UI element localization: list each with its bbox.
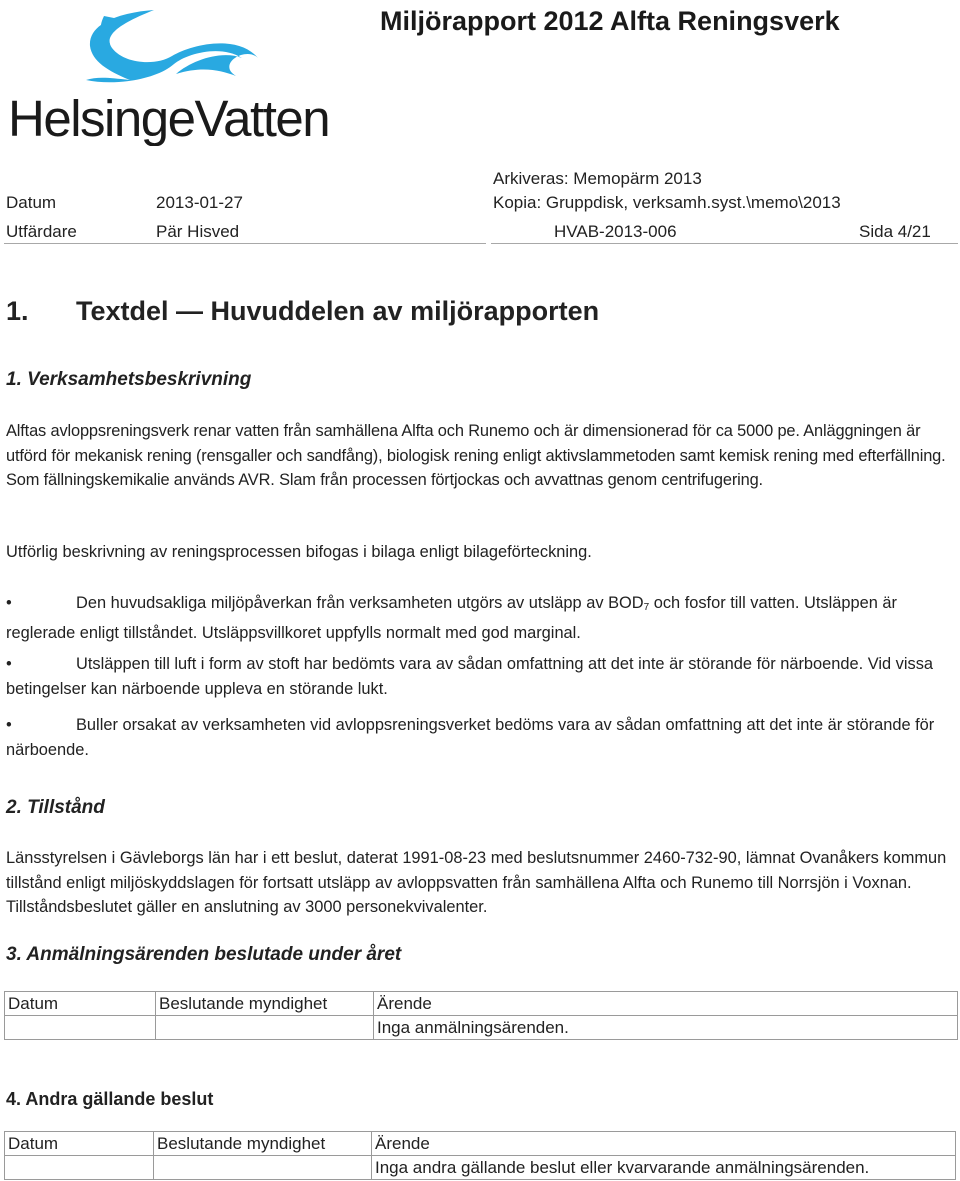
section-2-paragraph: Länsstyrelsen i Gävleborgs län har i ett beslut, daterat 1991-08-23 med beslutsnummer 2460-732-90, lämnat Ovanåkers kommun tillstånd enligt miljöskyddslagen för fortsatt utsläpp av avloppsvatten från samhällena Alfta och Runemo till Norrsjön i Voxnan. Tillståndsbeslutet gäller en anslutning av 3000 personekvivalenter. [6, 849, 947, 916]
page-number: Sida 4/21 [859, 222, 931, 241]
section-4-heading: 4. Andra gällande beslut [6, 1089, 214, 1109]
bullet-item-3 [6, 713, 958, 762]
bullet-icon: • [6, 716, 12, 734]
header-divider-right [491, 243, 958, 244]
bullet-3-text: Buller orsakat av verksamheten vid avloppsreningsverket bedöms vara av sådan omfattning att det inte är störande för närboende. [6, 716, 935, 759]
table-cell [5, 1156, 154, 1180]
table-row [5, 1016, 958, 1040]
main-section-number: 1. [6, 296, 29, 326]
copy-label: Kopia: Gruppdisk, verksamh.syst.\memo\2013 [493, 193, 841, 212]
date-label: Datum [6, 193, 57, 212]
document-title: Miljörapport 2012 Alfta Reningsverk [380, 6, 840, 36]
table-cell: Inga anmälningsärenden. [374, 1016, 958, 1040]
archive-label: Arkiveras: Memopärm 2013 [493, 169, 702, 188]
table-header-cell: Ärende [372, 1132, 956, 1156]
bullet-item-1 [6, 591, 958, 645]
issuer-value: Pär Hisved [156, 222, 240, 241]
bullet-item-2 [6, 652, 958, 701]
logo-wordmark: HelsingeVatten [8, 90, 330, 146]
section-1-paragraph-1: Alftas avloppsreningsverk renar vatten från samhällena Alfta och Runemo och är dimensionerad för ca 5000 pe. Anläggningen är utförd för mekanisk rening (rensgaller och sandfång), biologisk rening enligt aktivslammetoden samt kemisk rening med efterfällning. Som fällningskemikalie används AVR. Slam från processen förtjockas och avvattnas genom centrifugering. [6, 422, 946, 489]
table-header-cell: Datum [5, 992, 156, 1016]
bullet-1-text-pre: Den huvudsakliga miljöpåverkan från verksamheten utgörs av utsläpp av BOD [76, 594, 644, 612]
table-cell [156, 1016, 374, 1040]
document-reference: HVAB-2013-006 [554, 222, 677, 241]
section-2-heading: 2. Tillstånd [6, 797, 105, 818]
table-cell [5, 1016, 156, 1040]
bullet-1-subscript: 7 [643, 602, 650, 613]
other-decisions-table [4, 1131, 956, 1180]
water-drop-bird-icon [86, 10, 258, 82]
table-cell [154, 1156, 372, 1180]
main-section-title: Textdel — Huvuddelen av miljörapporten [76, 296, 600, 326]
section-3-heading: 3. Anmälningsärenden beslutade under året [6, 944, 402, 965]
bullet-icon: • [6, 594, 12, 612]
table-header-cell: Ärende [374, 992, 958, 1016]
table-row [5, 1156, 956, 1180]
bullet-icon: • [6, 655, 12, 673]
table-header-cell: Datum [5, 1132, 154, 1156]
header-divider-left [4, 243, 486, 244]
table-header-row [5, 1132, 956, 1156]
table-cell: Inga andra gällande beslut eller kvarvarande anmälningsärenden. [372, 1156, 956, 1180]
date-value: 2013-01-27 [156, 193, 243, 212]
helsingevatten-logo [6, 4, 336, 146]
bullet-1-text-post: och fosfor till vatten. Utsläppen är reglerade enligt tillståndet. Utsläppsvillkoret uppfylls normalt med god marginal. [6, 594, 897, 642]
bullet-2-text: Utsläppen till luft i form av stoft har bedömts vara av sådan omfattning att det inte är störande för närboende. Vid vissa betingelser kan närboende uppleva en störande lukt. [6, 655, 934, 698]
issuer-label: Utfärdare [6, 222, 77, 241]
section-1-heading: 1. Verksamhetsbeskrivning [6, 369, 252, 390]
section-1-paragraph-2: Utförlig beskrivning av reningsprocessen bifogas i bilaga enligt bilageförteckning. [6, 543, 592, 561]
notifications-table [4, 991, 958, 1040]
table-header-cell: Beslutande myndighet [154, 1132, 372, 1156]
table-header-row [5, 992, 958, 1016]
table-header-cell: Beslutande myndighet [156, 992, 374, 1016]
